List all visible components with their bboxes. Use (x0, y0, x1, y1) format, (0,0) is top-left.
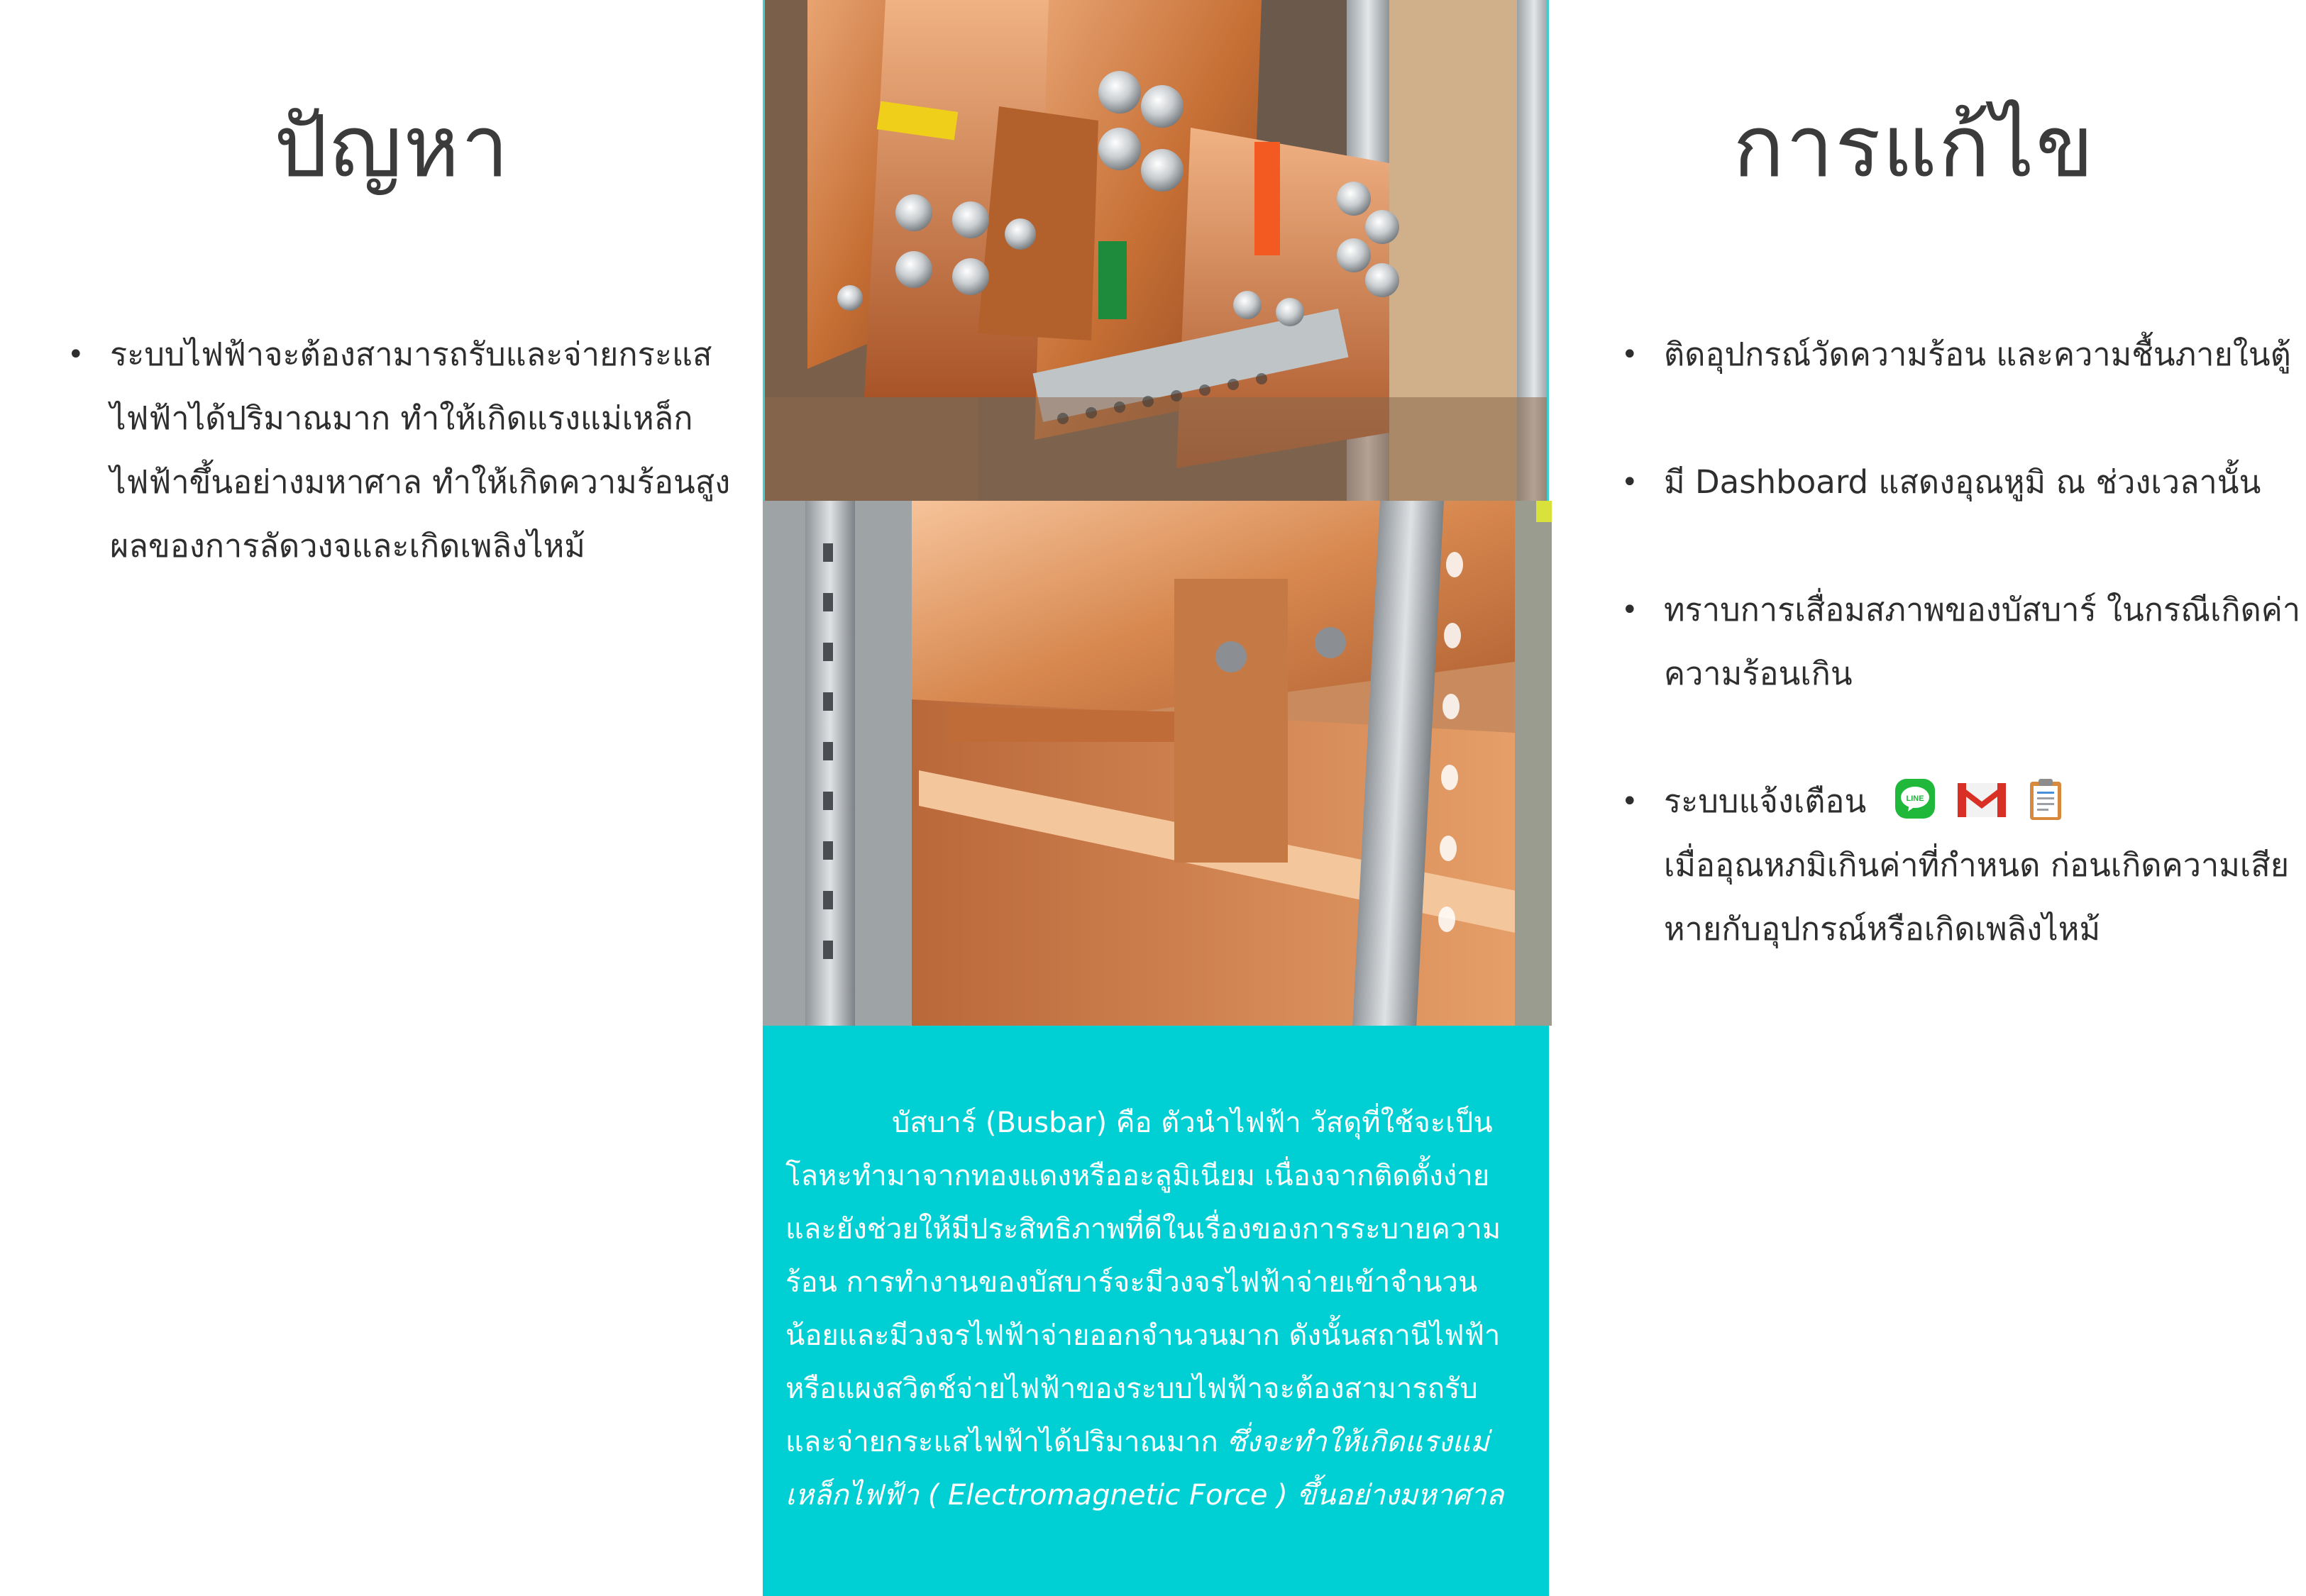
problem-list (67, 323, 734, 578)
clipboard-icon (2027, 777, 2064, 821)
gmail-icon (1955, 777, 2009, 821)
problem-item (67, 323, 734, 578)
busbar-photo-bottom (763, 501, 1552, 1026)
bullet-icon: • (1621, 466, 1638, 499)
solution-item-text: มี Dashboard แสดงอุณหูมิ ณ ช่วงเวลานั้น (1664, 463, 2261, 501)
solution-item (1621, 578, 2302, 706)
busbar-section (763, 0, 1550, 1596)
solution-item-alert (1621, 770, 2302, 961)
bullet-icon: • (1621, 338, 1638, 371)
problem-item-text: ระบบไฟฟ้าจะต้องสามารถรับและจ่ายกระแสไฟฟ้าได้ปริมาณมาก ทำให้เกิดแรงแม่เหล็กไฟฟ้าขึ้นอย่างมหาศาล ทำให้เกิดความร้อนสูง ผลของการลัดวงจและเกิดเพลิงไหม้ (110, 336, 731, 565)
busbar-photo-top (763, 0, 1549, 501)
problem-title: ปัญหา (274, 98, 510, 196)
solution-item-text: ทราบการเสื่อมสภาพของบัสบาร์ ในกรณีเกิดค่าความร้อนเกิน (1664, 591, 2301, 692)
solution-item (1621, 323, 2302, 387)
busbar-description-text (785, 1097, 1528, 1522)
busbar-description (763, 1026, 1549, 1596)
svg-text:LINE: LINE (1906, 794, 1924, 803)
busbar-description-normal: บัสบาร์ (Busbar) คือ ตัวนำไฟฟ้า วัสดุที่ใช้จะเป็นโลหะทำมาจากทองแดงหรืออะลูมิเนียม เนื่องจากติดตั้งง่ายและยังช่วยให้มีประสิทธิภาพที่ดีในเรื่องของการระบายความร้อน การทำงานของบัสบาร์จะมีวงจรไฟฟ้าจ่ายเข้าจำนวนน้อยและมีวงจรไฟฟ้าจ่ายออกจำนวนมาก ดังนั้นสถานีไฟฟ้าหรือแผงสวิตช์จ่ายไฟฟ้าของระบบไฟฟ้าจะต้องสามารถรับและจ่ายกระแสไฟฟ้าได้ปริมาณมาก (785, 1107, 1501, 1458)
solution-section (1550, 0, 2306, 1596)
bullet-icon: • (1621, 785, 1638, 818)
alert-channel-icons (1894, 777, 2064, 821)
solution-list (1621, 323, 2302, 961)
solution-item-text: ติดอุปกรณ์วัดความร้อน และความชื้นภายในตู้ (1664, 336, 2291, 373)
solution-item (1621, 450, 2302, 514)
solution-title: การแก้ไข (1733, 98, 2095, 196)
problem-section (0, 0, 763, 1596)
bullet-icon: • (67, 338, 84, 371)
alert-label: ระบบแจ้งเตือน (1664, 782, 1867, 820)
bullet-icon: • (1621, 594, 1638, 626)
line-icon (1894, 777, 1936, 821)
alert-detail: เมื่ออุณหภมิเกินค่าที่กำหนด ก่อนเกิดความเสียหายกับอุปกรณ์หรือเกิดเพลิงไหม้ (1664, 846, 2290, 948)
busbar-description-italic: ซึ่งจะทำให้เกิดแรงแม่เหล็กไฟฟ้า ( Electromagnetic Force ) ขึ้นอย่างมหาศาล (785, 1426, 1504, 1512)
